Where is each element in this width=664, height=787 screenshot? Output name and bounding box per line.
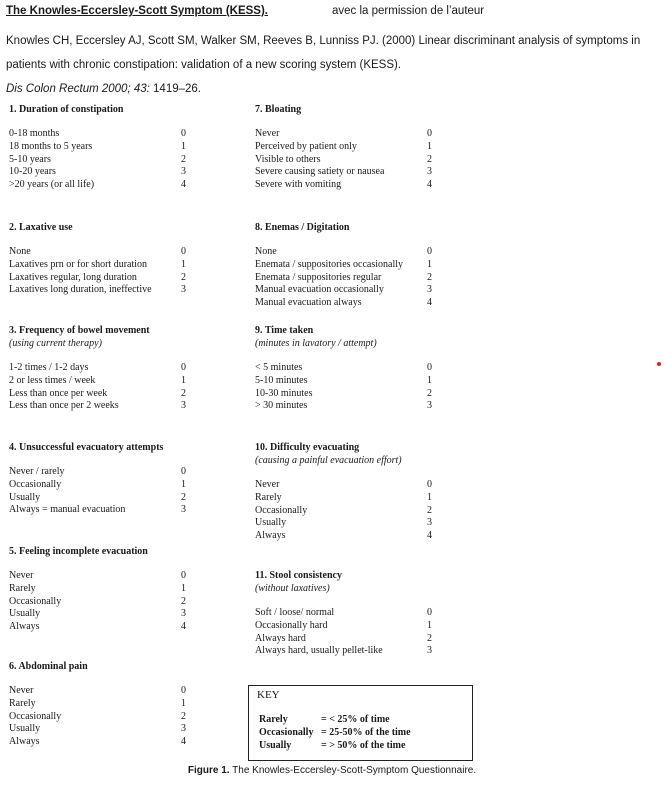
answer-option: [255, 153, 432, 167]
section-title: 9. Time taken: [255, 325, 314, 336]
answer-option: [9, 153, 186, 167]
option-label: >20 years (or all life): [9, 179, 95, 191]
option-label: Always: [9, 621, 40, 633]
question-section: [9, 545, 186, 634]
option-score: 3: [427, 517, 432, 529]
option-score: 0: [427, 479, 432, 490]
option-label: None: [255, 246, 277, 257]
option-score: 3: [181, 400, 186, 412]
answer-option: [255, 140, 432, 154]
title-text: The Knowles-Eccersley-Scott Symptom (KESS).: [6, 5, 269, 17]
document-title: [6, 5, 485, 17]
option-score: 2: [427, 504, 432, 516]
option-label: Rarely: [255, 491, 282, 503]
section-title: 2. Laxative use: [9, 222, 73, 233]
option-label: Enemata / suppositories occasionally: [255, 258, 404, 270]
answer-option: [255, 128, 432, 141]
option-score: 0: [181, 246, 186, 257]
answer-option: [9, 710, 186, 724]
option-label: Never / rarely: [9, 466, 65, 477]
option-label: 5-10 minutes: [255, 374, 308, 386]
section-subtitle: (using current therapy): [9, 338, 102, 349]
option-label: Usually: [9, 608, 41, 620]
option-score: 1: [181, 374, 186, 386]
option-label: Rarely: [9, 582, 36, 594]
option-score: 4: [427, 530, 432, 542]
option-score: 2: [181, 491, 186, 503]
red-dot-mark: [657, 362, 661, 366]
section-subtitle: (without laxatives): [255, 583, 330, 594]
answer-option: [9, 595, 186, 609]
option-label: Occasionally: [9, 710, 62, 722]
answer-option: [255, 517, 432, 530]
option-score: 1: [181, 258, 186, 270]
option-score: 1: [427, 258, 432, 270]
answer-option: [9, 258, 186, 272]
option-label: Usually: [255, 517, 287, 529]
section-title: 3. Frequency of bowel movement: [9, 325, 150, 336]
option-score: 1: [181, 478, 186, 490]
answer-option: [255, 387, 432, 401]
answer-option: [255, 619, 432, 633]
option-label: Occasionally hard: [255, 619, 328, 631]
option-label: Usually: [9, 723, 41, 735]
answer-option: [255, 362, 432, 375]
answer-option: [255, 632, 432, 646]
answer-option: [255, 284, 432, 297]
option-label: 5-10 years: [9, 153, 51, 165]
option-label: Occasionally: [255, 504, 308, 516]
caption-text: The Knowles-Eccersley-Scott-Symptom Questionnaire.: [229, 765, 477, 776]
option-label: Usually: [9, 491, 41, 503]
option-label: Never: [9, 685, 34, 696]
option-label: Laxatives regular, long duration: [9, 271, 137, 283]
option-score: 2: [181, 271, 186, 283]
answer-option: [255, 374, 432, 388]
option-label: < 5 minutes: [255, 362, 303, 373]
option-score: 4: [181, 736, 186, 748]
answer-option: [9, 246, 186, 259]
option-score: 0: [181, 362, 186, 373]
answer-option: [255, 246, 432, 259]
answer-option: [9, 387, 186, 401]
option-label: 0-18 months: [9, 128, 60, 139]
answer-option: [255, 258, 432, 272]
option-score: 1: [427, 140, 432, 152]
option-score: 4: [427, 297, 432, 309]
option-label: 10-20 years: [9, 166, 56, 178]
option-label: 1-2 times / 1-2 days: [9, 362, 89, 373]
option-score: 1: [181, 140, 186, 152]
option-score: 2: [181, 387, 186, 399]
answer-option: [255, 271, 432, 285]
option-score: 2: [181, 595, 186, 607]
answer-option: [255, 504, 432, 518]
option-label: Visible to others: [255, 153, 321, 165]
option-score: 0: [427, 607, 432, 618]
option-score: 1: [427, 374, 432, 386]
section-subtitle: (causing a painful evacuation effort): [255, 455, 402, 466]
option-score: 3: [181, 723, 186, 735]
option-label: None: [9, 246, 31, 257]
question-section: [255, 103, 432, 192]
option-score: 1: [427, 491, 432, 503]
option-label: Less than once per week: [9, 387, 108, 399]
answer-option: [255, 491, 432, 505]
answer-option: [9, 736, 186, 749]
option-score: 3: [181, 284, 186, 296]
question-section: [255, 324, 432, 413]
option-score: 3: [181, 504, 186, 516]
option-label: Always: [255, 530, 286, 542]
option-score: 4: [427, 179, 432, 191]
answer-option: [9, 491, 186, 505]
answer-option: [9, 284, 186, 297]
caption-label: Figure 1.: [187, 765, 230, 776]
section-title: 8. Enemas / Digitation: [255, 222, 350, 233]
option-score: 2: [427, 632, 432, 644]
section-title: 5. Feeling incomplete evacuation: [9, 546, 148, 557]
option-score: 1: [427, 619, 432, 631]
option-score: 2: [181, 710, 186, 722]
option-label: Enemata / suppositories regular: [255, 271, 382, 283]
option-label: Manual evacuation occasionally: [255, 284, 384, 296]
answer-option: [255, 607, 432, 620]
answer-option: [9, 570, 186, 583]
question-section: [255, 569, 432, 658]
question-section: [9, 660, 186, 749]
section-title: 11. Stool consistency: [255, 570, 342, 581]
option-label: > 30 minutes: [255, 400, 308, 412]
option-score: 0: [181, 685, 186, 696]
question-section: [9, 221, 186, 297]
key-row: Occasionally = 25-50% of the time: [259, 727, 411, 738]
option-score: 0: [427, 128, 432, 139]
permission-note: avec la permission de l’auteur: [332, 5, 485, 17]
answer-option: [9, 179, 186, 192]
question-section: [9, 441, 186, 517]
question-section: [9, 324, 186, 413]
option-label: Soft / loose/ normal: [255, 607, 335, 618]
answer-option: [255, 479, 432, 492]
answer-option: [9, 400, 186, 413]
answer-option: [9, 723, 186, 736]
answer-option: [9, 608, 186, 621]
option-label: Severe with vomiting: [255, 179, 342, 191]
answer-option: [255, 530, 432, 543]
section-title: 10. Difficulty evacuating: [255, 442, 360, 453]
option-score: 3: [427, 166, 432, 178]
citation: [6, 29, 656, 101]
citation-pages: 1419–26.: [149, 83, 201, 95]
option-label: Never: [255, 128, 280, 139]
key-row: Usually = > 50% of the time: [259, 740, 406, 751]
option-label: Always hard: [255, 632, 306, 644]
option-label: Perceived by patient only: [255, 140, 357, 152]
figure-caption: [0, 765, 664, 776]
answer-option: [9, 466, 186, 479]
option-score: 0: [181, 570, 186, 581]
option-score: 4: [181, 621, 186, 633]
answer-option: [255, 166, 432, 179]
option-score: 1: [181, 582, 186, 594]
option-label: 10-30 minutes: [255, 387, 313, 399]
option-label: Occasionally: [9, 595, 62, 607]
option-score: 0: [427, 246, 432, 257]
option-score: 2: [427, 387, 432, 399]
option-label: Occasionally: [9, 478, 62, 490]
answer-option: [9, 582, 186, 596]
answer-option: [9, 362, 186, 375]
answer-option: [255, 400, 432, 413]
answer-option: [9, 271, 186, 285]
key-row: Rarely = < 25% of time: [259, 714, 390, 725]
answer-option: [9, 166, 186, 179]
answer-option: [9, 697, 186, 711]
option-label: Always = manual evacuation: [9, 504, 126, 516]
option-label: Laxatives prn or for short duration: [9, 258, 148, 270]
citation-authors: Knowles CH, Eccersley AJ, Scott SM, Walker SM, Reeves B, Lunniss PJ. (2000) Linear discriminant analysis of symptoms in patients with chronic constipation: validation of a new scoring system (KESS).: [6, 35, 641, 71]
question-section: [255, 221, 432, 310]
answer-option: [255, 179, 432, 192]
section-title: 6. Abdominal pain: [9, 661, 88, 672]
question-section: [9, 103, 186, 192]
option-label: Severe causing satiety or nausea: [255, 166, 385, 178]
option-label: Never: [9, 570, 34, 581]
option-label: Always hard, usually pellet-like: [255, 645, 383, 657]
option-score: 0: [427, 362, 432, 373]
answer-option: [9, 621, 186, 634]
option-label: Less than once per 2 weeks: [9, 400, 119, 412]
option-label: Laxatives long duration, ineffective: [9, 284, 152, 296]
section-title: 1. Duration of constipation: [9, 104, 124, 115]
option-score: 3: [427, 645, 432, 657]
answer-option: [9, 504, 186, 517]
answer-option: [9, 478, 186, 492]
answer-option: [255, 645, 432, 658]
option-label: Always: [9, 736, 40, 748]
section-title: 4. Unsuccessful evacuatory attempts: [9, 442, 164, 453]
option-score: 1: [181, 697, 186, 709]
answer-option: [9, 374, 186, 388]
option-score: 4: [181, 179, 186, 191]
key-title: KEY: [257, 689, 280, 701]
option-score: 2: [181, 153, 186, 165]
option-score: 3: [427, 284, 432, 296]
option-label: 2 or less times / week: [9, 374, 96, 386]
option-score: 3: [181, 166, 186, 178]
question-section: [255, 441, 432, 543]
option-label: 18 months to 5 years: [9, 140, 93, 152]
option-score: 0: [181, 466, 186, 477]
answer-option: [255, 297, 432, 310]
option-label: Never: [255, 479, 280, 490]
option-label: Rarely: [9, 697, 36, 709]
answer-option: [9, 128, 186, 141]
citation-journal: Dis Colon Rectum 2000; 43:: [6, 83, 150, 95]
option-score: 0: [181, 128, 186, 139]
option-score: 2: [427, 271, 432, 283]
key-box: [248, 685, 473, 761]
option-score: 2: [427, 153, 432, 165]
answer-option: [9, 140, 186, 154]
option-label: Manual evacuation always: [255, 297, 362, 309]
section-subtitle: (minutes in lavatory / attempt): [255, 338, 377, 349]
answer-option: [9, 685, 186, 698]
option-score: 3: [427, 400, 432, 412]
section-title: 7. Bloating: [255, 104, 302, 115]
option-score: 3: [181, 608, 186, 620]
